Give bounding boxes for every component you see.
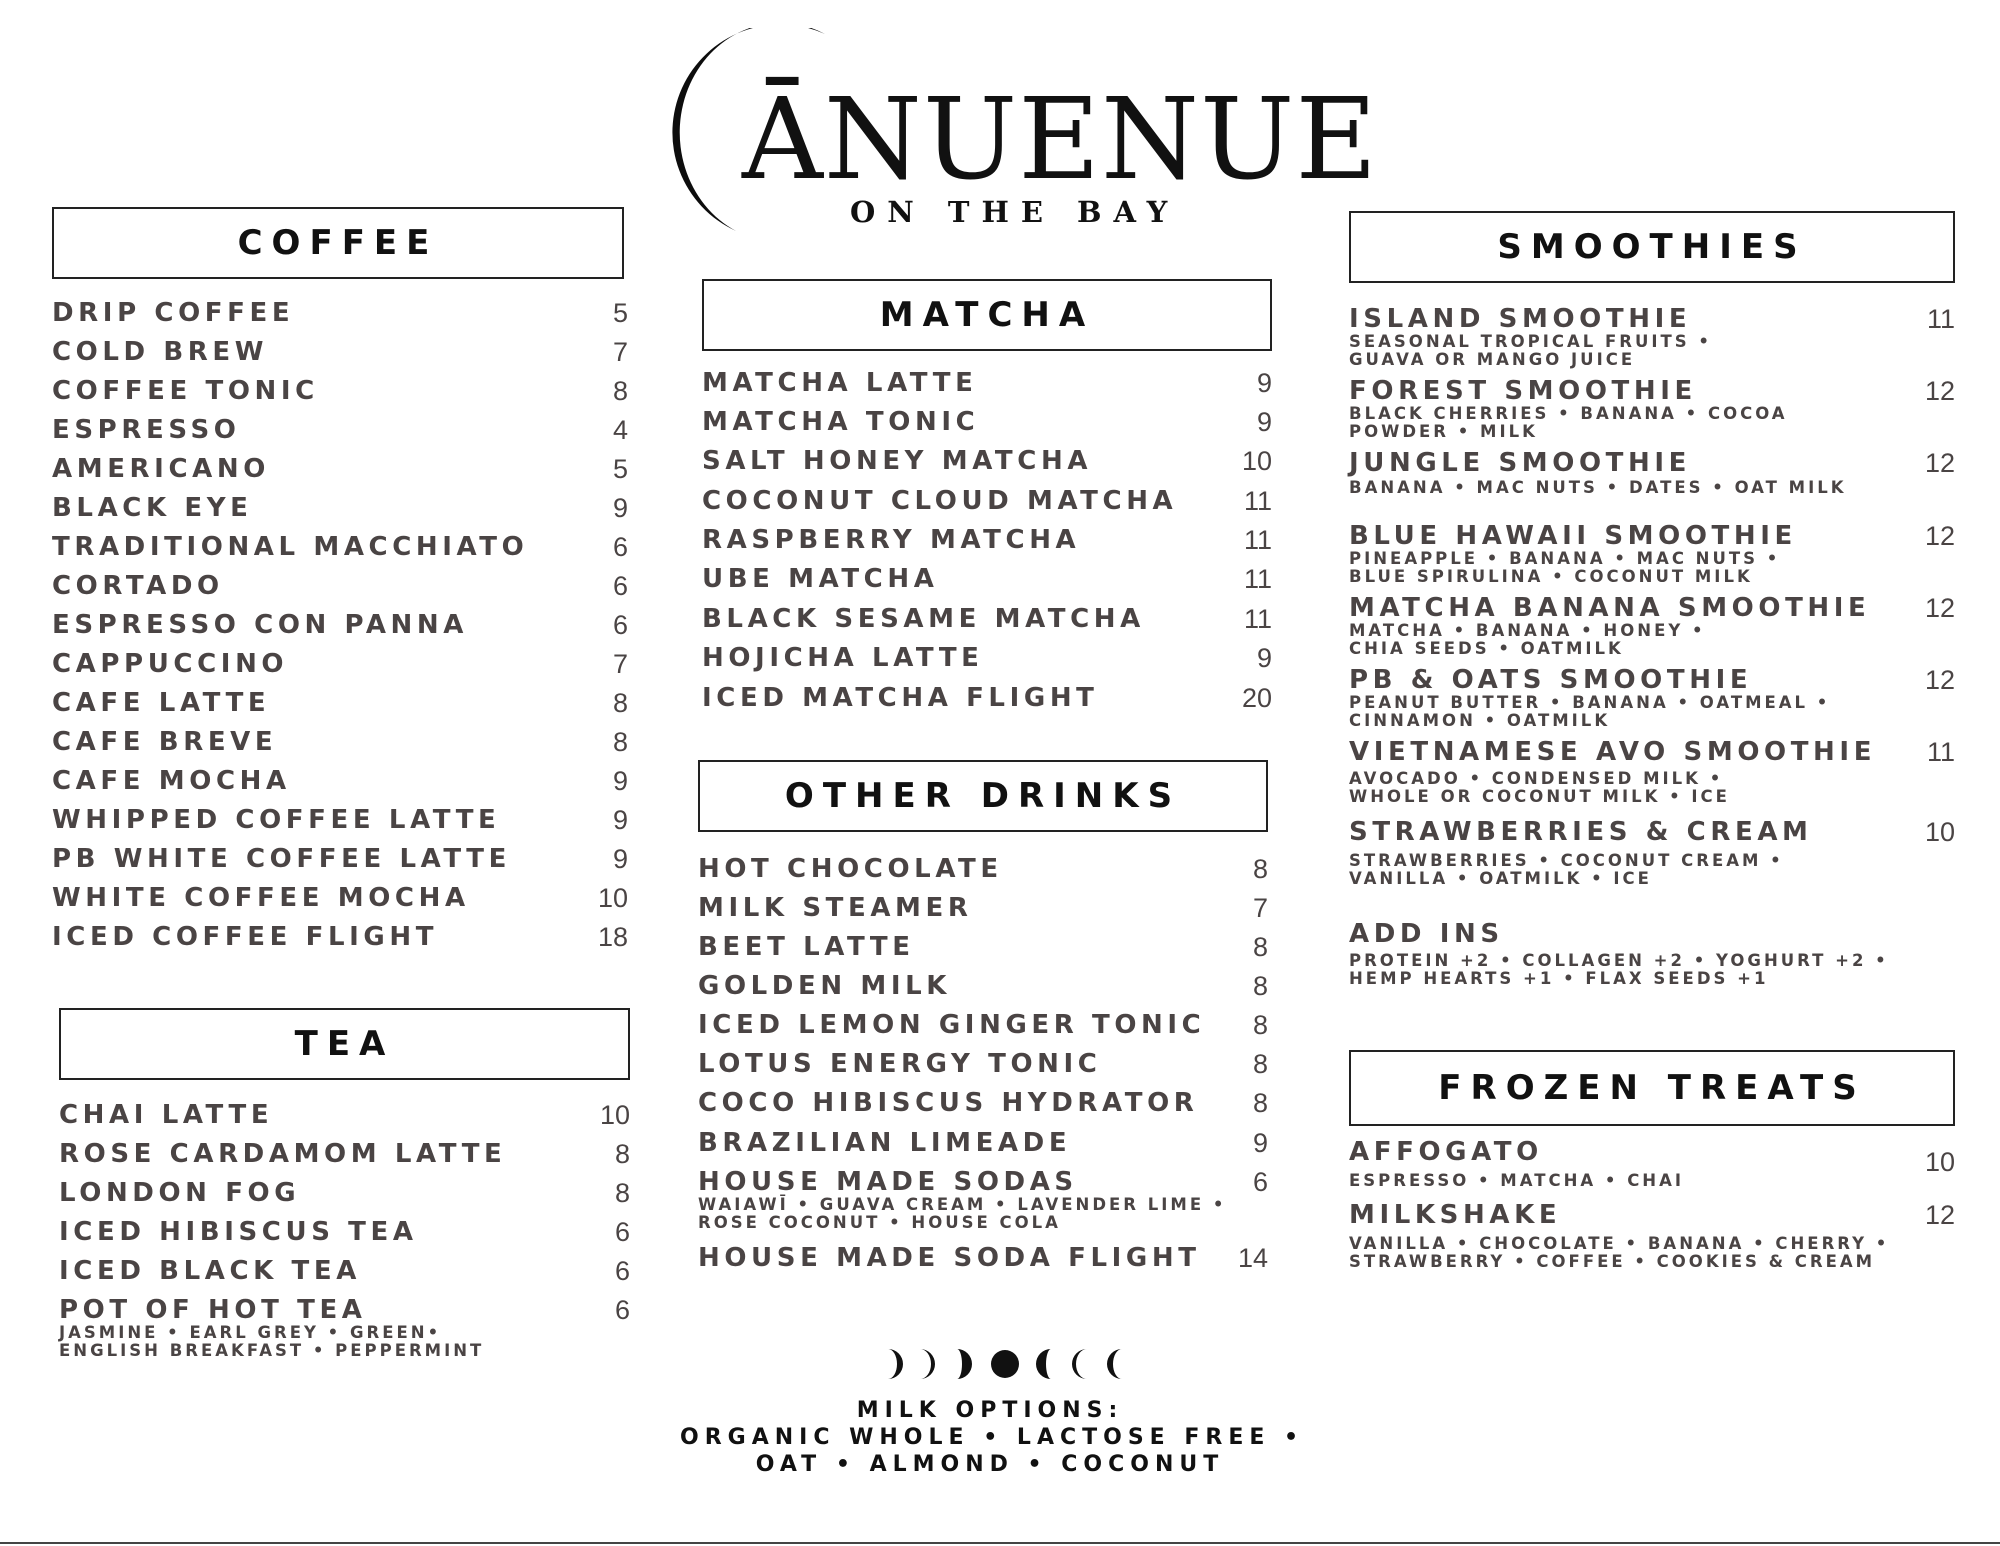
brand-name: ĀNUENUE [742,75,1379,205]
item-price: 6 [612,571,628,601]
item-name: COLD BREW [52,337,269,367]
menu-item [1349,918,1955,990]
item-price: 8 [614,1139,630,1169]
menu-item [702,524,1272,556]
item-price: 14 [1237,1243,1268,1273]
item-name: COCO HIBISCUS HYDRATOR [698,1088,1199,1118]
menu-item [52,804,628,836]
item-price: 6 [614,1217,630,1247]
menu-item [52,882,628,914]
section-title: COFFEE [237,223,439,263]
item-price: 10 [1241,446,1272,476]
item-price: 6 [612,532,628,562]
item-description: WAIAWĪ • GUAVA CREAM • LAVENDER LIME • ROSE COCONUT • HOUSE COLA [698,1195,1227,1232]
menu-item [1349,816,1955,890]
item-price: 12 [1924,665,1955,695]
item-price: 5 [612,298,628,328]
item-description: BANANA • MAC NUTS • DATES • OAT MILK [1349,478,1847,497]
menu-item [59,1216,630,1248]
item-price: 9 [1256,643,1272,673]
menu-item [52,570,628,602]
item-name: AMERICANO [52,454,270,484]
item-description: PEANUT BUTTER • BANANA • OATMEAL • CINNAMON • OATMILK [1349,693,1831,730]
menu-item [52,492,628,524]
menu-item [52,453,628,485]
menu-item [698,1048,1268,1080]
item-name: BLACK EYE [52,493,253,523]
item-price: 9 [1256,407,1272,437]
item-name: BLUE HAWAII SMOOTHIE [1349,521,1797,551]
menu-item [52,726,628,758]
menu-item [52,648,628,680]
item-price: 10 [599,1100,630,1130]
item-name: ROSE CARDAMOM LATTE [59,1139,507,1169]
item-name: COCONUT CLOUD MATCHA [702,486,1178,516]
item-price: 4 [612,415,628,445]
item-price: 9 [612,766,628,796]
item-name: ICED COFFEE FLIGHT [52,922,439,952]
item-name: HOUSE MADE SODA FLIGHT [698,1243,1201,1273]
item-name: MATCHA LATTE [702,368,978,398]
section-title: FROZEN TREATS [1438,1068,1866,1108]
menu-item [698,1242,1268,1274]
smoothies-section-header [1349,211,1955,283]
item-price: 6 [612,610,628,640]
milk-options-heading: MILK OPTIONS: [856,1398,1124,1423]
item-price: 6 [614,1256,630,1286]
item-name: SALT HONEY MATCHA [702,446,1093,476]
item-name: JUNGLE SMOOTHIE [1349,448,1691,478]
menu-item [698,892,1268,924]
item-price: 8 [614,1178,630,1208]
item-name: BRAZILIAN LIMEADE [698,1128,1072,1158]
item-description: VANILLA • CHOCOLATE • BANANA • CHERRY • STRAWBERRY • COFFEE • COOKIES & CREAM [1349,1234,1890,1271]
item-price: 6 [1252,1167,1268,1197]
menu-item [52,921,628,953]
item-price: 11 [1926,737,1955,767]
tea-section-header [59,1008,630,1080]
item-name: ISLAND SMOOTHIE [1349,304,1692,334]
section-title: TEA [294,1024,395,1064]
item-name: CAFE BREVE [52,727,278,757]
item-name: ICED LEMON GINGER TONIC [698,1010,1206,1040]
item-price: 10 [1924,817,1955,847]
item-name: PB WHITE COFFEE LATTE [52,844,511,874]
item-name: TRADITIONAL MACCHIATO [52,532,529,562]
item-name: HOT CHOCOLATE [698,854,1003,884]
menu-item [702,406,1272,438]
section-title: OTHER DRINKS [784,776,1182,816]
matcha-section-header [702,279,1272,351]
item-price: 8 [1252,854,1268,884]
item-price: 9 [612,844,628,874]
menu-item [702,682,1272,714]
item-name: UBE MATCHA [702,564,939,594]
item-name: MATCHA BANANA SMOOTHIE [1349,593,1871,623]
item-name: POT OF HOT TEA [59,1295,367,1325]
item-name: VIETNAMESE AVO SMOOTHIE [1349,737,1877,767]
section-title: SMOOTHIES [1497,227,1807,267]
item-name: HOJICHA LATTE [702,643,984,673]
item-price: 9 [1256,368,1272,398]
item-price: 11 [1243,486,1272,516]
item-price: 12 [1924,448,1955,478]
item-description: BLACK CHERRIES • BANANA • COCOA POWDER • MILK [1349,404,1788,441]
item-name: ESPRESSO CON PANNA [52,610,468,640]
item-name: CAPPUCCINO [52,649,289,679]
item-price: 10 [597,883,628,913]
milk-options-line-1: ORGANIC WHOLE • LACTOSE FREE • [680,1425,1305,1450]
item-name: ESPRESSO [52,415,241,445]
moon-phases-icon [880,1346,1130,1382]
other-drinks-section-header [698,760,1268,832]
item-price: 7 [1252,893,1268,923]
menu-item [52,375,628,407]
item-description: JASMINE • EARL GREY • GREEN• ENGLISH BREAKFAST • PEPPERMINT [59,1323,485,1360]
item-name: STRAWBERRIES & CREAM [1349,817,1813,847]
item-name: WHITE COFFEE MOCHA [52,883,470,913]
item-name: ICED HIBISCUS TEA [59,1217,418,1247]
menu-item [59,1099,630,1131]
item-price: 8 [1252,1049,1268,1079]
milk-options-line-2: OAT • ALMOND • COCONUT [755,1452,1225,1477]
item-price: 18 [597,922,628,952]
menu-item [702,367,1272,399]
item-description: ESPRESSO • MATCHA • CHAI [1349,1171,1685,1190]
coffee-section-header [52,207,624,279]
menu-item [1349,1199,1955,1275]
item-name: COFFEE TONIC [52,376,319,406]
item-name: ICED BLACK TEA [59,1256,361,1286]
menu-item [52,765,628,797]
menu-item [59,1255,630,1287]
item-name: ICED MATCHA FLIGHT [702,683,1099,713]
menu-item [52,531,628,563]
item-name: BLACK SESAME MATCHA [702,604,1145,634]
menu-item [702,485,1272,517]
item-name: BEET LATTE [698,932,915,962]
menu-item [59,1177,630,1209]
brand-tagline: ON THE BAY [850,195,1180,229]
menu-item [698,1127,1268,1159]
item-price: 8 [1252,932,1268,962]
menu-item [698,1166,1268,1236]
menu-item [1349,520,1955,590]
menu-item [698,931,1268,963]
item-price: 12 [1924,376,1955,406]
menu-item [59,1294,630,1366]
item-name: RASPBERRY MATCHA [702,525,1081,555]
menu-item [52,687,628,719]
item-name: MILKSHAKE [1349,1200,1562,1230]
menu-item [698,1087,1268,1119]
menu-item [1349,447,1955,499]
item-name: WHIPPED COFFEE LATTE [52,805,501,835]
menu-item [59,1138,630,1170]
section-title: MATCHA [879,295,1095,335]
item-description: AVOCADO • CONDENSED MILK • WHOLE OR COCONUT MILK • ICE [1349,769,1730,806]
menu-item [52,297,628,329]
item-name: CORTADO [52,571,224,601]
item-price: 11 [1926,304,1955,334]
menu-item [1349,1136,1955,1192]
item-price: 6 [614,1295,630,1325]
menu-item [52,609,628,641]
item-price: 11 [1243,604,1272,634]
item-name: CHAI LATTE [59,1100,274,1130]
item-description: PINEAPPLE • BANANA • MAC NUTS • BLUE SPIRULINA • COCONUT MILK [1349,549,1781,586]
item-price: 9 [612,805,628,835]
item-price: 12 [1924,593,1955,623]
item-price: 5 [612,454,628,484]
menu-item [52,414,628,446]
menu-item [1349,303,1955,373]
item-name: PB & OATS SMOOTHIE [1349,665,1753,695]
item-price: 11 [1243,564,1272,594]
menu-item [698,1009,1268,1041]
item-name: MATCHA TONIC [702,407,980,437]
item-name: HOUSE MADE SODAS [698,1167,1078,1197]
menu-item [52,336,628,368]
item-name: LONDON FOG [59,1178,301,1208]
frozen-treats-section-header [1349,1050,1955,1126]
menu-item [702,563,1272,595]
item-name: FOREST SMOOTHIE [1349,376,1697,406]
item-name: DRIP COFFEE [52,298,295,328]
item-price: 10 [1924,1147,1955,1177]
menu-item [698,853,1268,885]
menu-item [702,445,1272,477]
item-price: 11 [1243,525,1272,555]
item-price: 8 [612,727,628,757]
menu-item [698,970,1268,1002]
item-price: 8 [1252,1088,1268,1118]
item-price: 7 [612,337,628,367]
item-name: AFFOGATO [1349,1137,1543,1167]
menu-item [1349,664,1955,734]
menu-item [1349,736,1955,808]
item-description: SEASONAL TROPICAL FRUITS • GUAVA OR MANGO JUICE [1349,332,1712,369]
item-description: STRAWBERRIES • COCONUT CREAM • VANILLA • OATMILK • ICE [1349,851,1784,888]
item-price: 8 [1252,1010,1268,1040]
item-name: CAFE MOCHA [52,766,291,796]
bottom-divider [0,1542,2000,1544]
item-price: 8 [1252,971,1268,1001]
menu-item [1349,592,1955,662]
item-price: 12 [1924,1200,1955,1230]
menu-item [1349,375,1955,445]
item-name: ADD INS [1349,919,1504,949]
item-name: MILK STEAMER [698,893,973,923]
item-price: 8 [612,376,628,406]
item-name: CAFE LATTE [52,688,271,718]
item-price: 8 [612,688,628,718]
item-price: 9 [1252,1128,1268,1158]
item-description: PROTEIN +2 • COLLAGEN +2 • YOGHURT +2 • HEMP HEARTS +1 • FLAX SEEDS +1 [1349,951,1889,988]
menu-item [702,642,1272,674]
item-description: MATCHA • BANANA • HONEY • CHIA SEEDS • OATMILK [1349,621,1706,658]
item-price: 20 [1241,683,1272,713]
menu-item [52,843,628,875]
item-name: LOTUS ENERGY TONIC [698,1049,1102,1079]
item-name: GOLDEN MILK [698,971,952,1001]
item-price: 12 [1924,521,1955,551]
item-price: 9 [612,493,628,523]
menu-item [702,603,1272,635]
item-price: 7 [612,649,628,679]
